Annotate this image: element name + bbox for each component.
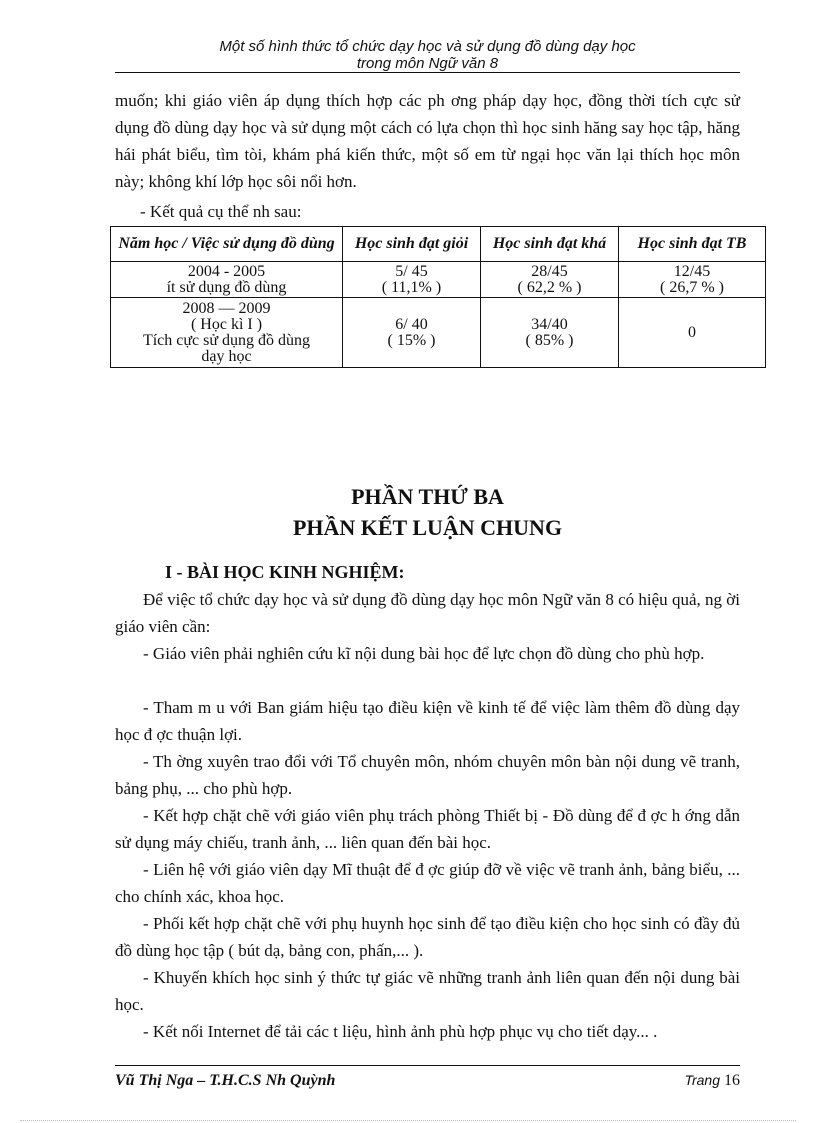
table-cell [619, 262, 766, 298]
body-paragraph: - Th ờng xuyên trao đổi với Tổ chuyên môn, nhóm chuyên môn bàn nội dung vẽ tranh, bảng phụ, ... cho phù hợp. [115, 752, 740, 798]
body-paragraph: Để việc tổ chức dạy học và sử dụng đồ dùng dạy học môn Ngữ văn 8 có hiệu quả, ng ời giáo viên cần: [115, 590, 740, 636]
header-year: Năm học / Việc sử dụng đồ dùng [111, 227, 343, 262]
body-paragraph: - Giáo viên phải nghiên cứu kĩ nội dung bài học để lực chọn đồ dùng cho phù hợp. [143, 644, 705, 663]
cell-line: 5/ 45 [395, 262, 428, 280]
table-cell [343, 298, 481, 368]
cell-line: ( 11,1% ) [381, 278, 442, 296]
header-kha: Học sinh đạt khá [481, 227, 619, 262]
footer-page [684, 1072, 740, 1090]
cell-line: 2008 — 2009 [182, 299, 271, 317]
table-cell [481, 262, 619, 298]
table-cell [111, 262, 343, 298]
body-paragraph: - Kết hợp chặt chẽ với giáo viên phụ trách phòng Thiết bị - Đồ dùng để đ ợc h ớng dẫn sử dụng máy chiếu, tranh ảnh, ... liên quan đến bài học. [115, 806, 740, 852]
header-rule [115, 72, 740, 73]
cell-line: ( 15% ) [387, 331, 436, 349]
result-intro: - Kết quả cụ thể nh sau: [140, 202, 302, 221]
running-header [115, 38, 740, 72]
cell-line: ( 85% ) [525, 331, 574, 349]
footer-rule [115, 1065, 740, 1066]
cell-line: 34/40 [531, 315, 568, 333]
cell-line: 2004 - 2005 [187, 262, 266, 280]
subheading: I - BÀI HỌC KINH NGHIỆM: [165, 562, 405, 582]
cell-line: ( 62,2 % ) [517, 278, 582, 296]
section-subtitle: PHẦN KẾT LUẬN CHUNG [292, 515, 563, 540]
body-paragraph: - Khuyến khích học sinh ý thức tự giác vẽ những tranh ảnh liên quan đến nội dung bài học. [115, 968, 740, 1014]
cell-line: ít sử dụng đồ dùng [166, 278, 287, 296]
cell-line: 28/45 [531, 262, 568, 280]
section-title: PHẦN THỨ BA [351, 484, 504, 509]
table-cell [619, 298, 766, 368]
cell-line: dạy học [201, 347, 252, 365]
header-line-2: trong môn Ngữ văn 8 [356, 55, 499, 72]
page-number: 16 [724, 1072, 740, 1089]
footer-author: Vũ Thị Nga – T.H.C.S Nh Quỳnh [115, 1072, 336, 1089]
table-cell [481, 298, 619, 368]
cell-line: 12/45 [673, 262, 711, 280]
table-row [111, 298, 766, 368]
header-tb: Học sinh đạt TB [619, 227, 766, 262]
body-paragraph: - Phối kết hợp chặt chẽ với phụ huynh học sinh để tạo điều kiện cho học sinh có đầy đủ đồ dùng học tập ( bút dạ, bảng con, phấn,... ). [115, 914, 740, 960]
table-cell [343, 262, 481, 298]
intro-paragraph: muốn; khi giáo viên áp dụng thích hợp các ph ơng pháp dạy học, đồng thời tích cực sử dụng đồ dùng dạy học và sử dụng một cách có lựa chọn thì học sinh hăng say học tập, hăng hái phát biểu, tìm tòi, khám phá kiến thức, một số em từ ngại học văn lại thích học môn này; không khí lớp học sôi nổi hơn. [115, 91, 740, 191]
cell-line: Tích cực sử dụng đồ dùng [142, 331, 311, 349]
body-paragraph: - Kết nối Internet để tải các t liệu, hình ảnh phù hợp phục vụ cho tiết dạy... . [143, 1022, 658, 1041]
results-table [110, 226, 766, 368]
body-paragraph: - Tham m u với Ban giám hiệu tạo điều kiện về kinh tế để việc làm thêm đồ dùng dạy học đ ợc thuận lợi. [115, 698, 740, 744]
cell-line: ( 26,7 % ) [660, 278, 724, 296]
cell-line: 0 [688, 323, 696, 341]
table-row [111, 262, 766, 298]
header-gioi: Học sinh đạt giỏi [343, 227, 481, 262]
cell-line: ( Học kì I ) [190, 315, 263, 333]
page-label: Trang [684, 1072, 720, 1088]
table-cell [111, 298, 343, 368]
cell-line: 6/ 40 [395, 315, 428, 333]
header-line-1: Một số hình thức tổ chức dạy học và sử dụng đồ dùng dạy học [219, 38, 636, 55]
body-paragraph: - Liên hệ với giáo viên dạy Mĩ thuật để đ ợc giúp đỡ về việc vẽ tranh ảnh, bảng biểu, ... cho chính xác, khoa học. [115, 860, 740, 906]
page-edge-dots [20, 1120, 796, 1121]
table-header-row [111, 227, 766, 262]
